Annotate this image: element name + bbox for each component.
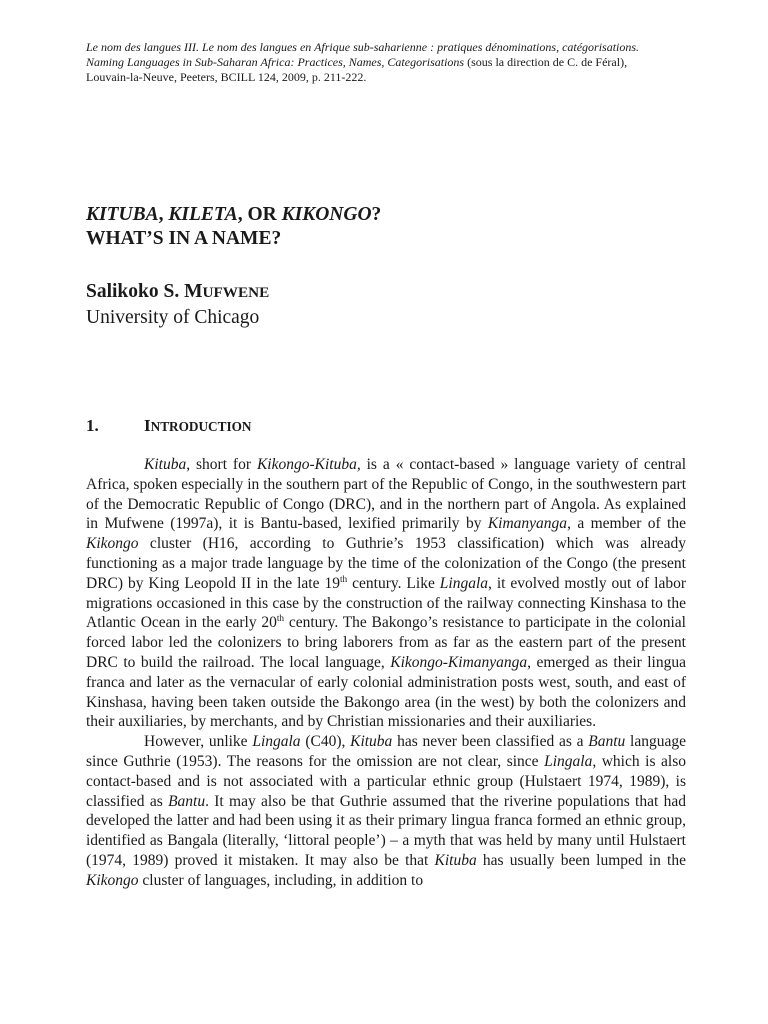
paragraph-2 xyxy=(86,732,686,890)
title-sep: , xyxy=(158,204,169,225)
p2-h: Lingala xyxy=(544,752,593,770)
p1-sup1: th xyxy=(339,574,348,585)
p1-i: century. Like xyxy=(347,574,440,592)
header-editor: (sous la direction de C. de Féral), xyxy=(464,55,628,69)
p1-j: Lingala xyxy=(439,574,489,592)
p2-f: Bantu xyxy=(588,733,626,751)
author-affiliation: University of Chicago xyxy=(86,307,260,328)
p2-c: (C40), xyxy=(300,733,351,751)
body-text xyxy=(86,455,686,891)
p2-j: Bantu xyxy=(168,792,206,810)
p2-m: has usually been lumped in the xyxy=(476,851,686,869)
title-line-1 xyxy=(86,203,381,227)
header-line-1: Le nom des langues III. Le nom des langues en Afrique sub-saharienne : pratiques dénominations, catégorisations. xyxy=(86,40,640,54)
p2-b: Lingala xyxy=(252,733,301,751)
p1-c: Kikongo-Kituba, xyxy=(256,456,361,473)
p2-l: Kituba xyxy=(434,851,477,869)
p1-b: , short for xyxy=(186,456,257,473)
p1-sup2: th xyxy=(276,614,285,625)
p1-f: , a member of the xyxy=(567,515,686,533)
p2-d: Kituba xyxy=(350,733,393,751)
title-word-kileta: KILETA xyxy=(168,204,238,225)
header-line-3: Louvain-la-Neuve, Peeters, BCILL 124, 2009, p. 211-222. xyxy=(86,70,367,84)
title-line-2: WHAT’S IN A NAME? xyxy=(86,228,282,249)
title-word-kikongo: KIKONGO xyxy=(281,204,372,225)
header-line-2 xyxy=(86,55,690,70)
author-family: UFWENE xyxy=(202,284,270,301)
section-title-rest: NTRODUCTION xyxy=(150,419,252,434)
section-title-initial: I xyxy=(144,416,151,435)
p1-n: , emerged as their lingua franca and later as the vernacular of early colonial administration posts west, south, and east of Kinshasa, having been taken outside the Bakongo area (in the west) by both the colonizers and their auxiliaries, by merchants, and by Christian missionaries and their auxiliaries. xyxy=(86,653,686,731)
p1-a: Kituba xyxy=(144,456,187,473)
p1-h: cluster (H16, according to Guthrie’s 1953 classification) which was already functioning as a major trade language by the time of the colonization of the Congo (the present DRC) by King Leopold II in the late 19 xyxy=(86,535,686,592)
header-book-title: Naming Languages in Sub-Saharan Africa: Practices, Names, Categorisations xyxy=(86,55,465,69)
p1-e: Kimanyanga xyxy=(487,515,568,533)
author-name xyxy=(86,280,269,305)
author-given: Salikoko S. M xyxy=(86,281,203,302)
title-word-kituba: KITUBA xyxy=(86,204,159,225)
section-number: 1. xyxy=(86,416,99,435)
p2-g: language since Guthrie (1953). The reasons for the omission are not clear, since xyxy=(86,733,686,770)
section-heading xyxy=(86,415,251,438)
publication-header xyxy=(86,40,690,85)
article-title xyxy=(86,203,381,251)
p2-e: has never been classified as a xyxy=(392,733,589,751)
p1-m: Kikongo-Kimanyanga xyxy=(390,653,528,671)
paragraph-1 xyxy=(86,455,686,732)
p2-a: However, unlike xyxy=(144,733,253,751)
p2-k: . It may also be that Guthrie assumed that the riverine populations that had developed the latter and had been using it as their primary lingua franca formed an ethnic group, identified as Bangala (literally, ‘littoral people’) – a myth that was held by many until Hulstaert (1974, 1989) proved it mistaken. It may also be that xyxy=(86,792,686,869)
p2-i: , which is also contact-based and is not associated with a particular ethnic group (Hulstaert 1974, 1989), is classified as xyxy=(86,752,687,810)
p1-g: Kikongo xyxy=(86,535,139,553)
p2-n: Kikongo xyxy=(86,871,139,889)
p1-d: is a « contact-based » language variety of central Africa, spoken especially in the southern part of the Republic of Congo, in the southwestern part of the Democratic Republic of Congo (DRC), and in the northern part of Angola. As explained in Mufwene (1997a), it is Bantu-based, lexified primarily by xyxy=(86,456,687,533)
p1-k: , it evolved mostly out of labor migrations occasioned in this case by the construction of the railway connecting Kinshasa to the Atlantic Ocean in the early 20 xyxy=(86,574,687,632)
title-sep: , OR xyxy=(237,204,282,225)
title-sep: ? xyxy=(371,204,382,225)
p1-l: century. The Bakongo’s resistance to participate in the colonial forced labor led the colonizers to bring laborers from as far as the eastern part of the present DRC to build the railroad. The local language, xyxy=(86,614,686,671)
p2-o: cluster of languages, including, in addition to xyxy=(138,871,424,889)
